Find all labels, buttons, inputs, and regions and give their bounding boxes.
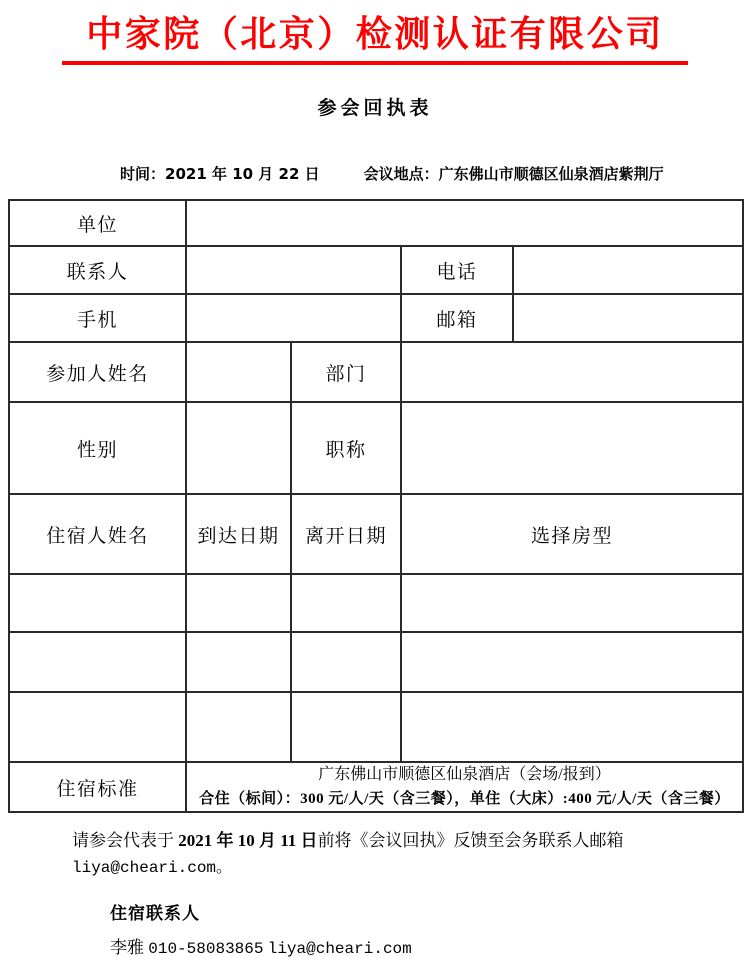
attendee-name-label: 参加人姓名 xyxy=(9,342,186,402)
header xyxy=(0,0,750,65)
company-title: 中家院（北京）检测认证有限公司 xyxy=(62,13,688,65)
arrival-date-input-cell[interactable] xyxy=(186,574,291,632)
registration-table xyxy=(8,199,744,813)
contact-name-label: 联系人 xyxy=(9,246,186,294)
reply-note xyxy=(0,828,750,881)
table-row-unit xyxy=(9,200,743,246)
lodging-standard-label: 住宿标准 xyxy=(9,762,186,812)
table-row-contact xyxy=(9,246,743,294)
table-row-guest-2 xyxy=(9,632,743,692)
table-row-guest-1 xyxy=(9,574,743,632)
lodging-contact-email: liya@cheari.com xyxy=(267,940,412,958)
room-type-input-cell[interactable] xyxy=(401,632,743,692)
lodging-contact-phone: 010-58083865 xyxy=(148,940,264,958)
guest-name-input-cell[interactable] xyxy=(9,632,186,692)
department-input-cell[interactable] xyxy=(401,342,743,402)
phone-input-cell[interactable] xyxy=(513,246,743,294)
table-row-guest-3 xyxy=(9,692,743,762)
lodging-price-line: 合住（标间）：300 元/人/天（含三餐），单住（大床）:400 元/人/天（含三餐） xyxy=(199,791,730,807)
unit-label: 单位 xyxy=(9,200,186,246)
meeting-venue-label: 会议地点： xyxy=(363,165,439,183)
departure-date-input-cell[interactable] xyxy=(291,574,401,632)
lodging-contact-heading: 住宿联系人 xyxy=(110,904,200,924)
job-title-label: 职称 xyxy=(291,402,401,494)
lodging-contact-line xyxy=(0,933,750,958)
reply-email: liya@cheari.com。 xyxy=(72,859,233,877)
arrival-date-input-cell[interactable] xyxy=(186,632,291,692)
table-row-lodging-header xyxy=(9,494,743,574)
contact-name-input-cell[interactable] xyxy=(186,246,401,294)
lodging-contact-name: 李雅 xyxy=(110,938,144,957)
meeting-time-label: 时间： xyxy=(120,165,166,183)
arrival-date-header: 到达日期 xyxy=(186,494,291,574)
meeting-info-line xyxy=(0,163,750,184)
job-title-input-cell[interactable] xyxy=(401,402,743,494)
departure-date-input-cell[interactable] xyxy=(291,692,401,762)
unit-input-cell[interactable] xyxy=(186,200,743,246)
gender-input-cell[interactable] xyxy=(186,402,291,494)
room-type-input-cell[interactable] xyxy=(401,574,743,632)
guest-name-input-cell[interactable] xyxy=(9,574,186,632)
room-type-header: 选择房型 xyxy=(401,494,743,574)
departure-date-header: 离开日期 xyxy=(291,494,401,574)
room-type-input-cell[interactable] xyxy=(401,692,743,762)
lodging-standard-info xyxy=(186,762,743,812)
table-row-attendee xyxy=(9,342,743,402)
attendee-name-input-cell[interactable] xyxy=(186,342,291,402)
table-row-lodging-standard xyxy=(9,762,743,812)
arrival-date-input-cell[interactable] xyxy=(186,692,291,762)
meeting-time-value: 2021 年 10 月 22 日 xyxy=(165,165,320,183)
meeting-venue-value: 广东佛山市顺德区仙泉酒店紫荆厅 xyxy=(438,165,664,183)
form-title: 参会回执表 xyxy=(317,97,433,119)
email-label: 邮箱 xyxy=(401,294,513,342)
guest-name-header: 住宿人姓名 xyxy=(9,494,186,574)
email-input-cell[interactable] xyxy=(513,294,743,342)
table-row-gender xyxy=(9,402,743,494)
gender-label: 性别 xyxy=(9,402,186,494)
mobile-input-cell[interactable] xyxy=(186,294,401,342)
guest-name-input-cell[interactable] xyxy=(9,692,186,762)
mobile-label: 手机 xyxy=(9,294,186,342)
table-row-mobile xyxy=(9,294,743,342)
phone-label: 电话 xyxy=(401,246,513,294)
reply-note-suffix: 前将《会议回执》反馈至会务联系人邮箱 xyxy=(317,831,624,850)
lodging-hotel-line: 广东佛山市顺德区仙泉酒店（会场/报到） xyxy=(318,766,611,783)
reply-note-prefix: 请参会代表于 xyxy=(72,831,179,850)
departure-date-input-cell[interactable] xyxy=(291,632,401,692)
department-label: 部门 xyxy=(291,342,401,402)
reply-deadline: 2021 年 10 月 11 日 xyxy=(178,831,318,850)
